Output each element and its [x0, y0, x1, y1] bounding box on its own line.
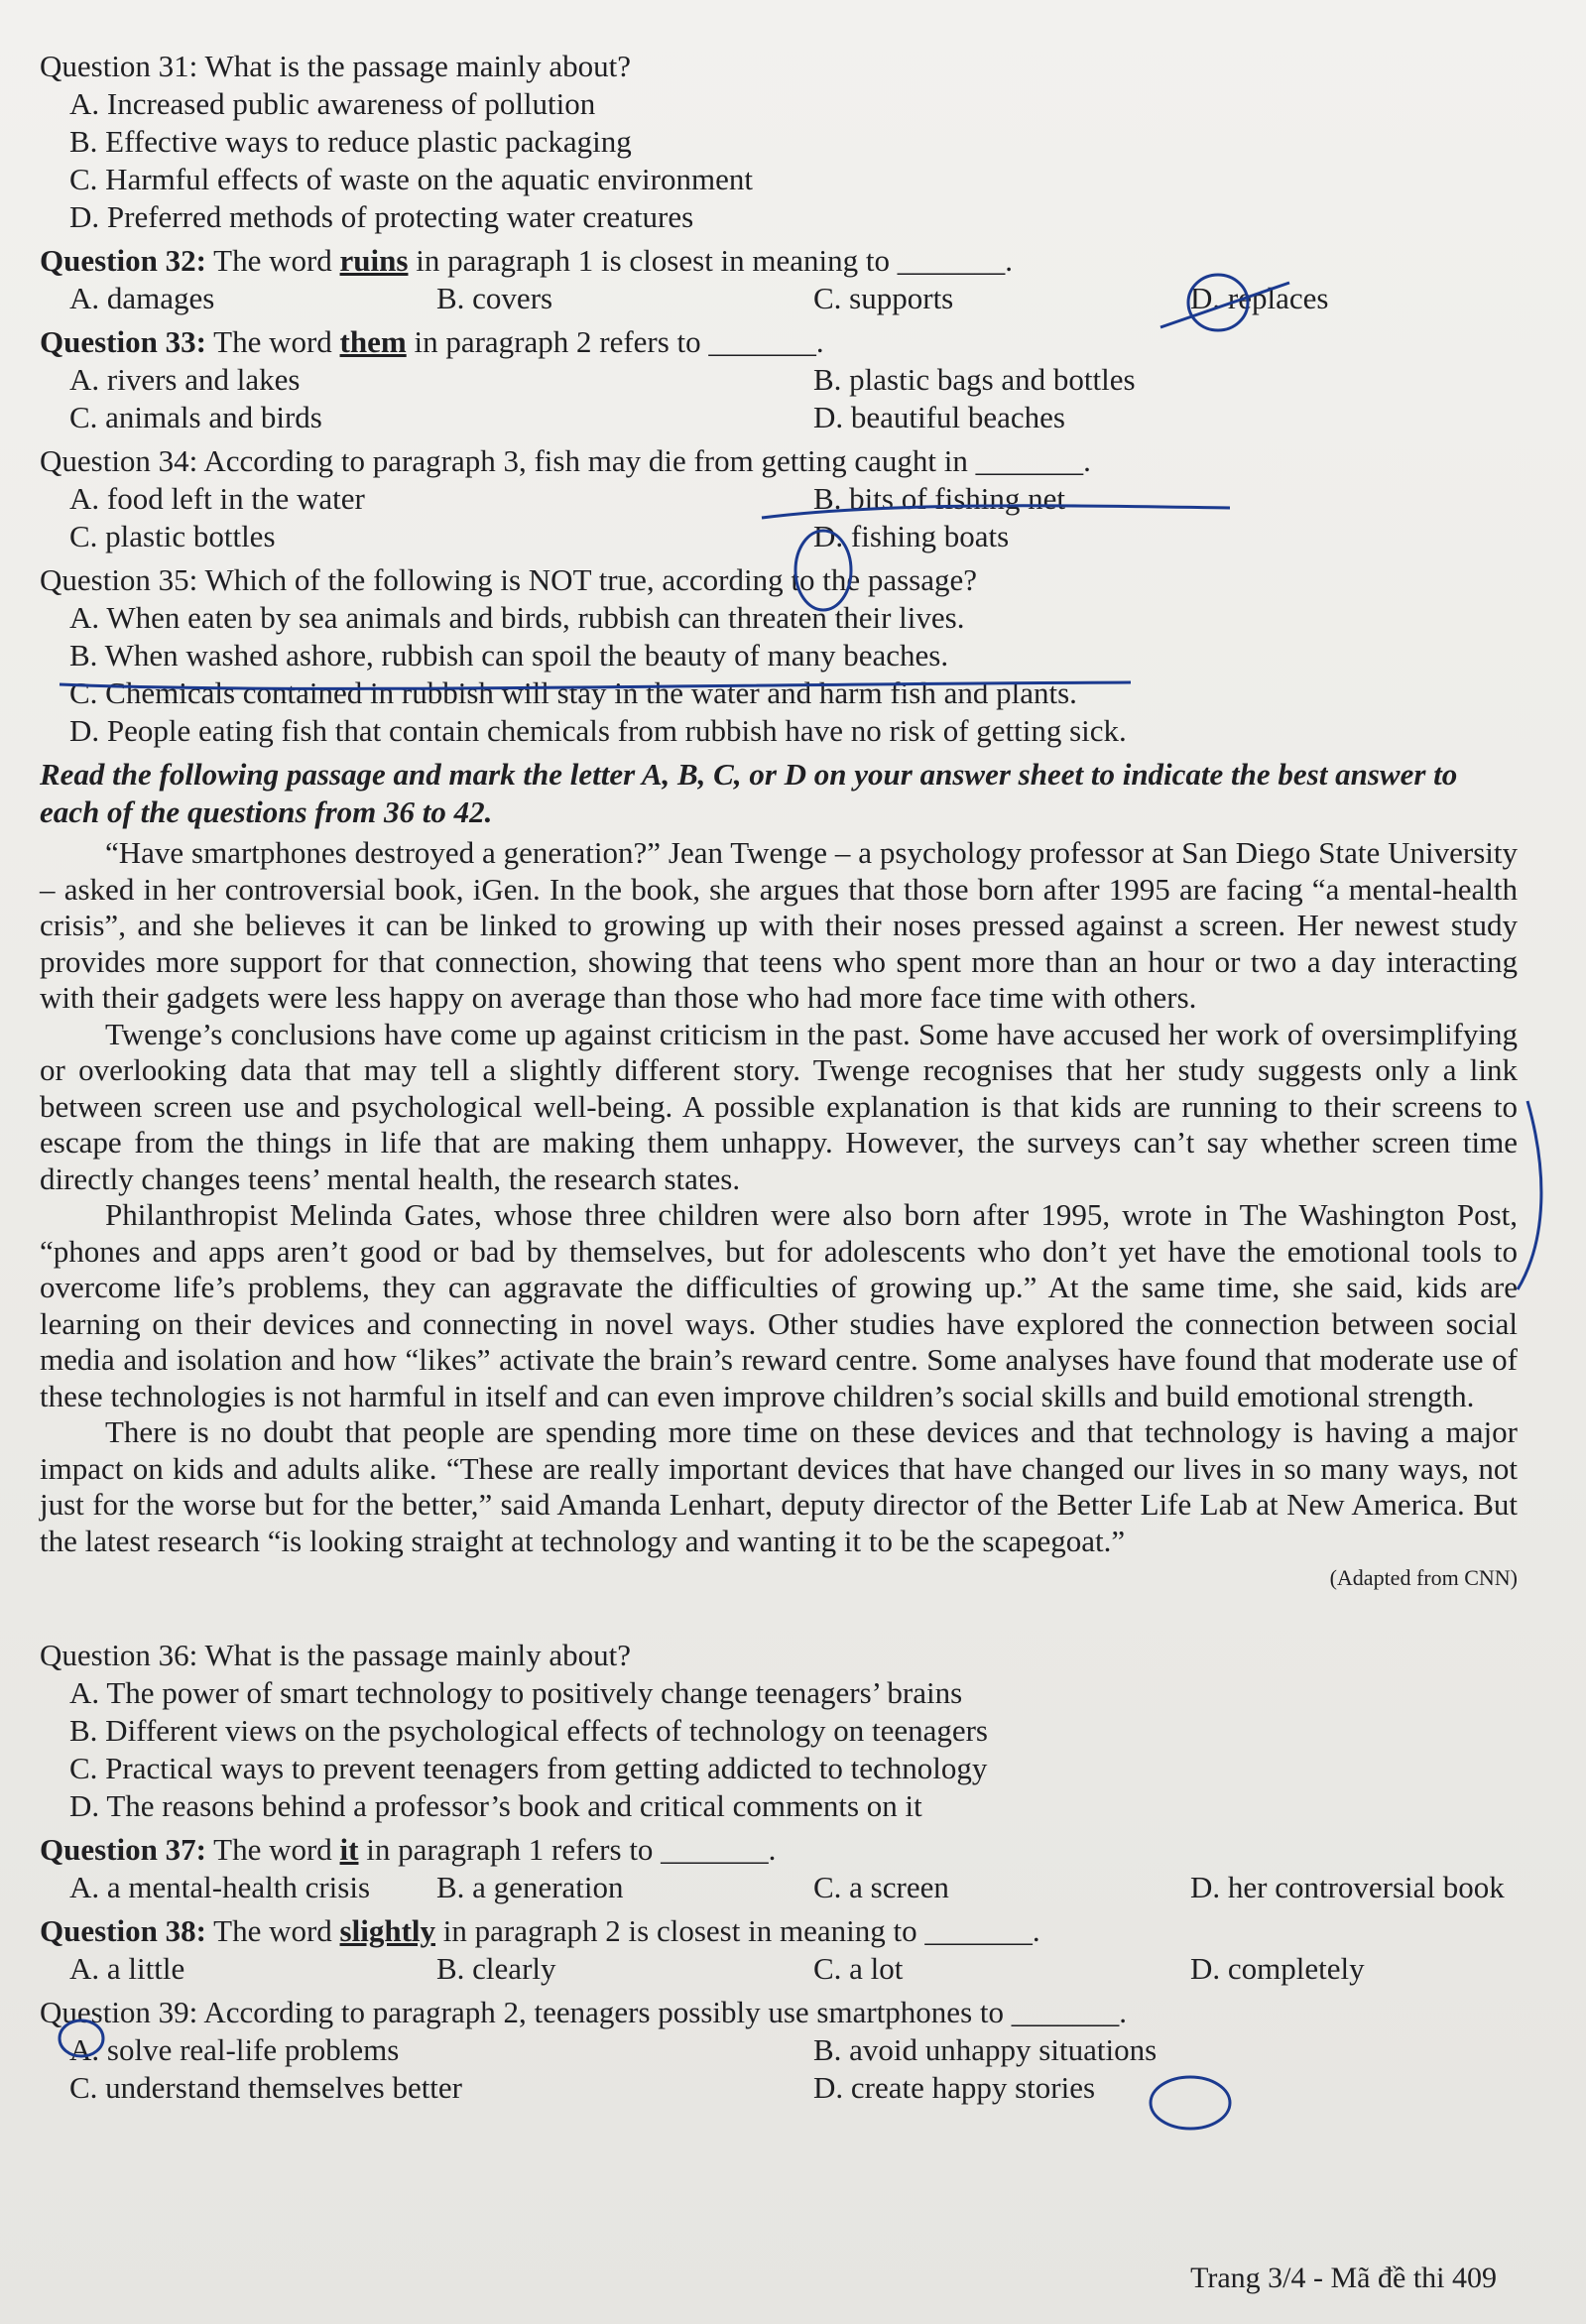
passage-paragraph: There is no doubt that people are spending more time on these devices and that technology is having a major impact on kids and adults alike. “These are really important devices that have changed our lives in so many ways, not just for the worse but for the better,” said Amanda Lenhart, deputy director of the Better Life Lab at New America. But the latest research “is looking straight at technology and wanting it to be the scapegoat.”: [40, 1414, 1518, 1558]
answer-option: C. animals and birds: [69, 400, 322, 434]
question-head: Question 31: What is the passage mainly about?: [40, 49, 632, 83]
page-footer: Trang 3/4 - Mã đề thi 409: [1190, 2262, 1497, 2294]
answer-option: C. Practical ways to prevent teenagers from getting addicted to technology: [69, 1751, 988, 1785]
question-head-part: Question 38:: [40, 1913, 206, 1948]
answer-options: [40, 480, 1518, 555]
passage-paragraph: Twenge’s conclusions have come up against criticism in the past. Some have accused her work of oversimplifying or overlooking data that may tell a slightly different story. Twenge recognises that her study suggests only a link between screen use and psychological well-being. A possible explanation is that kids are running to their screens to escape from the things in life that are making them unhappy. However, the surveys can’t say whether screen time directly changes teens’ mental health, the research states.: [40, 1016, 1518, 1196]
answer-option: B. clearly: [436, 1951, 556, 1986]
answer-option: A. The power of smart technology to positively change teenagers’ brains: [69, 1675, 963, 1710]
answer-option: D. beautiful beaches: [813, 400, 1065, 434]
question-head-part: it: [339, 1832, 359, 1867]
question-head-part: Question 33:: [40, 324, 206, 359]
question-head-part: in paragraph 2 refers to _______.: [406, 324, 824, 359]
question-head: Question 39: According to paragraph 2, teenagers possibly use smartphones to _______.: [40, 1995, 1127, 2029]
answer-option: D. People eating fish that contain chemicals from rubbish have no risk of getting sick.: [69, 713, 1127, 748]
question-head-part: Question 37:: [40, 1832, 206, 1867]
answer-option: D. The reasons behind a professor’s book and critical comments on it: [69, 1788, 922, 1823]
answer-option: D. her controversial book: [1190, 1870, 1505, 1904]
question-head-part: in paragraph 1 is closest in meaning to _______.: [408, 243, 1014, 278]
passage-paragraph: “Have smartphones destroyed a generation?” Jean Twenge – a psychology professor at San Diego State University – asked in her controversial book, iGen. In the book, she argues that those born after 1995 are facing “a mental-health crisis”, and she believes it can be linked to growing up with their noses pressed against a screen. Her newest study provides more support for that connection, showing that teens who spent more than an hour or two a day interacting with their gadgets were less happy on average than those who had more face time with others.: [40, 835, 1518, 1015]
answer-option: A. solve real-life problems: [69, 2032, 400, 2067]
answer-option: D. completely: [1190, 1951, 1365, 1986]
question: [40, 442, 1518, 555]
answer-option: C. a lot: [813, 1951, 904, 1986]
answer-options: [40, 280, 1518, 317]
reading-passage: [40, 835, 1518, 1559]
answer-option: D. fishing boats: [813, 519, 1010, 553]
question-head-part: in paragraph 2 is closest in meaning to _______.: [435, 1913, 1040, 1948]
question-head-part: The word: [205, 324, 340, 359]
question-head: [40, 1831, 1518, 1869]
answer-options: [40, 1869, 1518, 1906]
answer-option: A. rivers and lakes: [69, 362, 301, 397]
question: [40, 1637, 1518, 1825]
answer-options: [40, 1950, 1518, 1988]
answer-option: A. When eaten by sea animals and birds, rubbish can threaten their lives.: [69, 600, 965, 635]
question: [40, 1831, 1518, 1906]
answer-option: C. Chemicals contained in rubbish will stay in the water and harm fish and plants.: [69, 675, 1077, 710]
questions-31-35: [40, 48, 1518, 750]
answer-option: B. plastic bags and bottles: [813, 362, 1136, 397]
answer-option: C. a screen: [813, 1870, 949, 1904]
answer-option: A. a little: [69, 1951, 185, 1986]
answer-options: [40, 599, 1518, 750]
answer-option: B. covers: [436, 281, 553, 315]
ink-bracket-paragraph-2: [1518, 1101, 1541, 1289]
passage-paragraph: Philanthropist Melinda Gates, whose three children were also born after 1995, wrote in The Washington Post, “phones and apps aren’t good or bad by themselves, but for adolescents who don’t yet have the emotional tools to overcome life’s problems, they can aggravate the difficulties of growing up.” At the same time, she said, kids are learning on their devices and connecting in novel ways. Other studies have explored the connection between social media and isolation and how “likes” activate the brain’s reward centre. Some analyses have found that moderate use of these technologies is not harmful in itself and can even improve children’s social skills and build emotional strength.: [40, 1197, 1518, 1413]
answer-option: D. replaces: [1190, 281, 1329, 315]
question-head-part: Question 32:: [40, 243, 206, 278]
answer-option: A. food left in the water: [69, 481, 365, 516]
question: [40, 242, 1518, 317]
answer-options: [40, 361, 1518, 436]
question-head: Question 34: According to paragraph 3, fish may die from getting caught in _______.: [40, 443, 1091, 478]
answer-option: C. understand themselves better: [69, 2070, 463, 2105]
question: [40, 48, 1518, 236]
question-head: [40, 1912, 1518, 1950]
answer-option: C. supports: [813, 281, 954, 315]
answer-option: B. a generation: [436, 1870, 624, 1904]
answer-option: A. Increased public awareness of pollution: [69, 86, 596, 121]
passage-source: (Adapted from CNN): [1329, 1565, 1518, 1590]
answer-option: B. When washed ashore, rubbish can spoil the beauty of many beaches.: [69, 638, 949, 673]
question-head: Question 35: Which of the following is NOT true, according to the passage?: [40, 562, 978, 597]
answer-option: B. Effective ways to reduce plastic packaging: [69, 124, 632, 159]
question-head-part: in paragraph 1 refers to _______.: [358, 1832, 777, 1867]
question-head-part: slightly: [339, 1913, 436, 1948]
answer-option: A. damages: [69, 281, 215, 315]
answer-option: B. Different views on the psychological effects of technology on teenagers: [69, 1713, 988, 1748]
answer-option: B. avoid unhappy situations: [813, 2032, 1158, 2067]
question: [40, 561, 1518, 750]
question-head: [40, 323, 1518, 361]
question-head-part: ruins: [339, 243, 409, 278]
answer-options: [40, 2031, 1518, 2107]
answer-option: D. create happy stories: [813, 2070, 1096, 2105]
answer-option: C. Harmful effects of waste on the aquatic environment: [69, 162, 753, 196]
reading-instruction: Read the following passage and mark the letter A, B, C, or D on your answer sheet to indicate the best answer to each of the questions from 36 to 42.: [40, 757, 1458, 829]
question-head-part: The word: [205, 1832, 340, 1867]
answer-option: A. a mental-health crisis: [69, 1870, 371, 1904]
question: [40, 1912, 1518, 1988]
question-head: [40, 242, 1518, 280]
answer-option: B. bits of fishing net: [813, 481, 1066, 516]
answer-options: [40, 1674, 1518, 1825]
answer-option: C. plastic bottles: [69, 519, 276, 553]
questions-36-39: [40, 1637, 1518, 2107]
question-head-part: them: [339, 324, 407, 359]
question-head-part: The word: [205, 1913, 340, 1948]
answer-options: [40, 85, 1518, 236]
answer-option: D. Preferred methods of protecting water creatures: [69, 199, 694, 234]
question-head-part: The word: [205, 243, 340, 278]
question: [40, 323, 1518, 436]
question-head: Question 36: What is the passage mainly about?: [40, 1638, 632, 1672]
question: [40, 1994, 1518, 2107]
page-content: [40, 48, 1518, 2113]
